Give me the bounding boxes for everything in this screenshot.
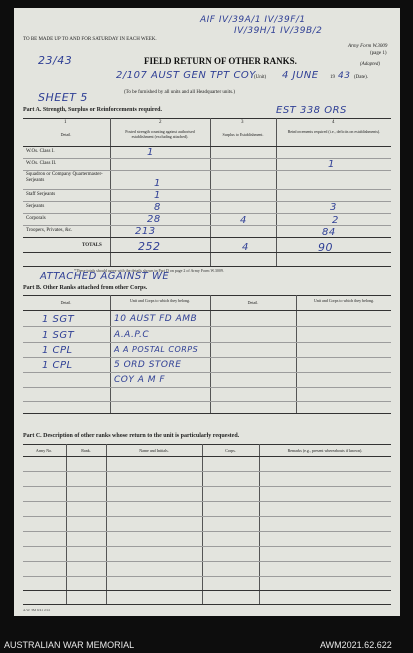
col-number-3: 3 (241, 120, 244, 125)
value-posted: 213 (135, 226, 156, 237)
handwritten-top-refs-line1: AIF IV/39A/1 IV/39F/1 (200, 15, 306, 25)
part-c-col-divider (259, 444, 260, 604)
row-rule (23, 486, 391, 487)
print-code: A.W. 3M 9/41 2/41 (23, 608, 51, 612)
handwritten-est: EST 338 ORS (276, 105, 347, 116)
form-page (14, 8, 400, 616)
totals-label: TOTALS (82, 243, 102, 248)
part-b-col-divider (296, 295, 297, 413)
attached-unit: 5 ORD STORE (114, 360, 182, 370)
col-number-4: 4 (332, 120, 335, 125)
row-rule (23, 170, 391, 171)
row-rule (23, 158, 391, 159)
part-c-bottom-rule (23, 604, 391, 605)
row-label: Squadron or Company Quartermaster-Serjeants (26, 172, 103, 183)
row-rule (23, 576, 391, 577)
part-b-col-divider (110, 295, 111, 413)
part-a-col-divider (110, 118, 111, 266)
value-posted: 8 (154, 202, 161, 213)
part-b-bottom-rule (23, 413, 391, 414)
handwritten-date: 4 JUNE (282, 70, 319, 81)
part-c-top-rule (23, 444, 391, 445)
part-c-col-divider (106, 444, 107, 604)
row-rule (23, 189, 391, 190)
part-b-header-detail-left: Detail. (60, 300, 72, 305)
part-c-col-divider (66, 444, 67, 604)
attached-detail: 1 CPL (42, 345, 73, 356)
part-b-header-detail-right: Detail. (247, 300, 259, 305)
part-a-top-rule (23, 118, 391, 119)
value-reinf: 3 (330, 202, 337, 213)
attached-unit: COY A M F (114, 375, 166, 385)
adapted-label: (Adapted) (360, 62, 380, 67)
part-a-bottom-rule (23, 266, 391, 267)
row-rule (23, 387, 391, 388)
row-rule (23, 501, 391, 502)
col-number-2: 2 (159, 120, 162, 125)
row-rule (23, 326, 391, 327)
form-number: Army Form W.3009 (348, 44, 388, 49)
handwritten-attached-note: ATTACHED AGAINST WE (40, 271, 170, 282)
attached-detail: 1 SGT (42, 314, 75, 325)
col-header-reinforcements: Reinforcements required (i.e., deficits on establishments). (287, 129, 381, 134)
row-rule (23, 237, 391, 238)
row-rule (23, 590, 391, 591)
top-note: TO BE MADE UP TO AND FOR SATURDAY IN EACH WEEK. (23, 37, 157, 42)
attached-unit: A.A.P.C (114, 330, 150, 340)
row-rule (23, 342, 391, 343)
value-surplus: 4 (240, 215, 247, 226)
part-b-title: Part B. Other Ranks attached from other Corps. (23, 285, 148, 291)
handwritten-top-refs-line2: IV/39H/1 IV/39B/2 (234, 26, 323, 36)
handwritten-unit: 2/107 AUST GEN TPT COY (116, 70, 256, 81)
row-rule (23, 357, 391, 358)
value-posted: 1 (147, 147, 154, 158)
value-reinf: 84 (322, 227, 336, 238)
value-posted: 1 (154, 178, 161, 189)
row-label: Corporals (26, 216, 46, 221)
attached-unit: 10 AUST FD AMB (114, 314, 198, 324)
page-number: (page 1) (370, 51, 387, 56)
row-label: W.Os. Class I. (26, 149, 55, 154)
part-c-header-army-no: Army No. (35, 448, 53, 453)
total-surplus: 4 (242, 242, 249, 253)
part-a-col-divider (276, 118, 277, 266)
part-c-col-divider (202, 444, 203, 604)
row-label: W.Os. Class II. (26, 161, 57, 166)
handwritten-sheet: SHEET 5 (38, 91, 88, 104)
totals-note: *These totals should agree with the details shown in Part D on page 2 of Army Form W.3009. (74, 268, 224, 273)
part-a-col-divider (210, 118, 211, 266)
row-rule (23, 213, 391, 214)
row-rule (23, 561, 391, 562)
part-b-top-rule (23, 295, 391, 296)
year-prefix: 19 (330, 75, 335, 80)
part-b-header-rule (23, 310, 391, 311)
part-c-header-corps: Corps. (225, 448, 236, 453)
part-c-header-name: Name and Initials. (139, 448, 169, 453)
row-rule (23, 372, 391, 373)
row-rule (23, 401, 391, 402)
total-posted: 252 (138, 240, 161, 253)
value-reinf: 1 (328, 159, 335, 170)
col-header-surplus: Surplus to Establishment. (222, 132, 264, 137)
total-reinf: 90 (318, 241, 333, 254)
part-c-header-rank: Rank. (81, 448, 91, 453)
footer-institution: AUSTRALIAN WAR MEMORIAL (4, 640, 135, 650)
part-c-title: Part C. Description of other ranks whose return to the unit is particularly requested. (23, 433, 240, 439)
col-header-detail: Detail. (60, 132, 72, 137)
footer-accession-number: AWM2021.62.622 (320, 640, 392, 650)
totals-rule (23, 252, 391, 253)
row-label: Serjeants (26, 204, 45, 209)
row-label: Staff Serjeants (26, 192, 56, 197)
handwritten-year: 43 (338, 71, 351, 81)
part-b-header-unit-left: Unit and Corps to which they belong. (129, 298, 191, 303)
unit-label: (Unit) (254, 75, 267, 80)
handwritten-ref-number: 23/43 (38, 54, 73, 67)
part-c-header-remarks: Remarks (e.g., present whereabouts if known). (287, 448, 363, 453)
value-reinf: 2 (332, 215, 339, 226)
date-label: (Date). (354, 75, 369, 80)
part-b-header-unit-right: Unit and Corps to which they belong. (313, 298, 375, 303)
row-label: Troopers, Privates, &c. (26, 228, 73, 233)
part-a-header-rule (23, 146, 391, 147)
part-b-col-divider (210, 295, 211, 413)
value-posted: 1 (154, 190, 161, 201)
attached-detail: 1 CPL (42, 360, 73, 371)
col-number-1: 1 (64, 120, 67, 125)
attached-unit: A A POSTAL CORPS (114, 345, 199, 354)
furnish-note: (To be furnished by all units and all Headquarter units.) (124, 90, 236, 95)
part-c-header-rule (23, 456, 391, 457)
row-rule (23, 531, 391, 532)
row-rule (23, 471, 391, 472)
part-a-title: Part A. Strength, Surplus or Reinforcements required. (23, 107, 162, 113)
row-rule (23, 516, 391, 517)
form-title: FIELD RETURN OF OTHER RANKS. (144, 56, 297, 66)
col-header-posted: Posted strength counting against authorised establishment (excluding attached). (125, 129, 195, 139)
value-posted: 28 (147, 214, 161, 225)
row-rule (23, 546, 391, 547)
attached-detail: 1 SGT (42, 330, 75, 341)
